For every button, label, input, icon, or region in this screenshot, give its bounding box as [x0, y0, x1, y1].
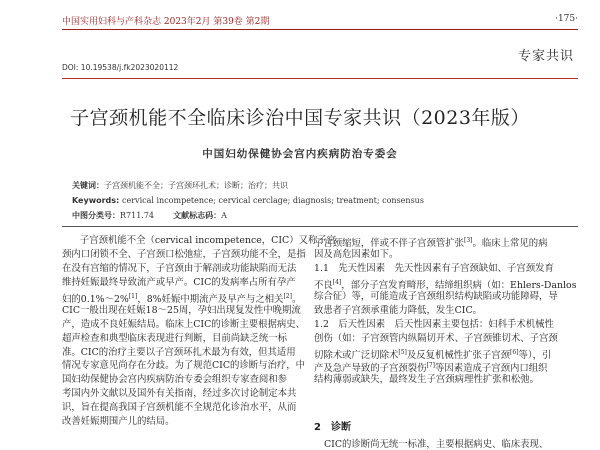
- right-column-line: 切除术或广泛切除术[5]及反复机械性扩张子宫颈[6]等），引: [314, 348, 552, 361]
- doi-rule: [62, 78, 578, 79]
- doc-code-value: A: [221, 211, 227, 220]
- right-column-line: 不良[4]，部分子宫发育畸形，结缔组织病（如：Ehlers-Danlos: [314, 278, 577, 291]
- left-column-line: CIC一般出现在妊娠18～25周，孕妇出现复发性中晚期流: [62, 304, 301, 316]
- left-column-line: 产，造成不良妊娠结局。临床上CIC的诊断主要根据病史、: [62, 318, 306, 330]
- left-column-line: 维持妊娠最终导致流产或早产。CIC的发病率占所有孕产: [62, 276, 296, 288]
- left-column-line: 情况专家意见尚存在分歧。为了规范CIC的诊断与治疗，中: [62, 360, 306, 372]
- right-column-line: 创伤（如：子宫颈管内纵隔切开术、子宫颈锥切术、子宫颈: [314, 332, 558, 344]
- article-authors: 中国妇幼保健协会宫内疾病防治专委会: [202, 148, 398, 160]
- keywords-en: [72, 196, 424, 205]
- keywords-zh-label: 关键词：: [72, 181, 104, 190]
- left-column-line: 识，旨在提高我国子宫颈机能不全规范化诊治水平，从而: [62, 402, 297, 414]
- keywords-zh: [72, 180, 288, 191]
- journal-header: 中国实用妇科与产科杂志 2023年2月 第39卷 第2期: [62, 17, 270, 27]
- right-column-line: 结构薄弱或缺失，最终发生子宫颈病理性扩张和松弛。: [314, 374, 540, 386]
- keywords-en-text: cervical incompetence; cervical cerclage; diagnosis; treatment; consensus: [122, 196, 424, 205]
- section-2-heading: 2 诊断: [314, 422, 351, 433]
- right-column-line: 子宫颈缩短，伴或不伴子宫颈管扩张[3]。临床上常见的病: [314, 237, 548, 250]
- section-label: 专家共识: [517, 49, 574, 64]
- right-column-line: 产及急产导致的子宫颈裂伤[7]等因素造成子宫颈内口组织: [314, 362, 548, 375]
- left-column-line: 考国内外文献以及国外有关指南，经过多次讨论制定本共: [62, 388, 297, 400]
- article-title: 子宫颈机能不全临床诊治中国专家共识（2023年版）: [70, 107, 530, 129]
- keywords-zh-text: 子宫颈机能不全；子宫颈环扎术；诊断；治疗；共识: [104, 181, 288, 190]
- section-2-first-line: CIC的诊断尚无统一标准，主要根据病史、临床表现、: [324, 439, 549, 450]
- clc-label: 中图分类号：: [72, 211, 120, 220]
- keywords-rule: [62, 226, 578, 227]
- page-number: ·175·: [555, 14, 578, 24]
- left-column-line: 国妇幼保健协会宫内疾病防治专委会组织专家查阅和参: [62, 374, 288, 386]
- left-column-line: 准。CIC的治疗主要以子宫颈环扎术最为有效，但其适用: [62, 346, 296, 358]
- right-column-line: 致患者子宫颈承重能力降低，发生CIC。: [314, 304, 483, 316]
- keywords-en-label: Keywords:: [72, 196, 123, 205]
- left-column-line: 改善妊娠期围产儿的结局。: [62, 416, 175, 428]
- left-column-line: 子宫颈机能不全（cervical incompetence，CIC）又称子宫: [79, 235, 337, 246]
- doi-line: DOI: 10.19538/j.fk2023020112: [62, 63, 179, 72]
- left-column-line: 妇的0.1%～2%[1]，8%妊娠中期流产及早产与之相关[2]。: [62, 292, 302, 305]
- left-column-line: 颈内口闭锁不全、子宫颈口松弛症，子宫颈功能不全，是指: [62, 248, 306, 260]
- right-column-line: 因及高危因素如下。: [314, 248, 399, 260]
- header-rule: [62, 29, 578, 30]
- right-column-line: 1.1 先天性因素 先天性因素有子宫颈缺如、子宫颈发育: [314, 262, 554, 274]
- right-column-line: 1.2 后天性因素 后天性因素主要包括：妇科手术机械性: [314, 318, 554, 330]
- doc-code-label: 文献标志码：: [173, 211, 222, 220]
- right-column-body: [314, 234, 584, 387]
- right-column-line: 综合征）等，可能造成子宫颈组织结构缺陷或功能障碍，导: [314, 290, 558, 302]
- left-column-body: [62, 234, 337, 429]
- left-column-line: 超声检查和典型临床表现进行判断，目前尚缺乏统一标: [62, 332, 288, 344]
- classification-line: [72, 210, 227, 221]
- left-column-line: 在没有宫缩的情况下，子宫颈由于解剖或功能缺陷而无法: [62, 262, 297, 274]
- clc-value: R711.74: [120, 211, 155, 220]
